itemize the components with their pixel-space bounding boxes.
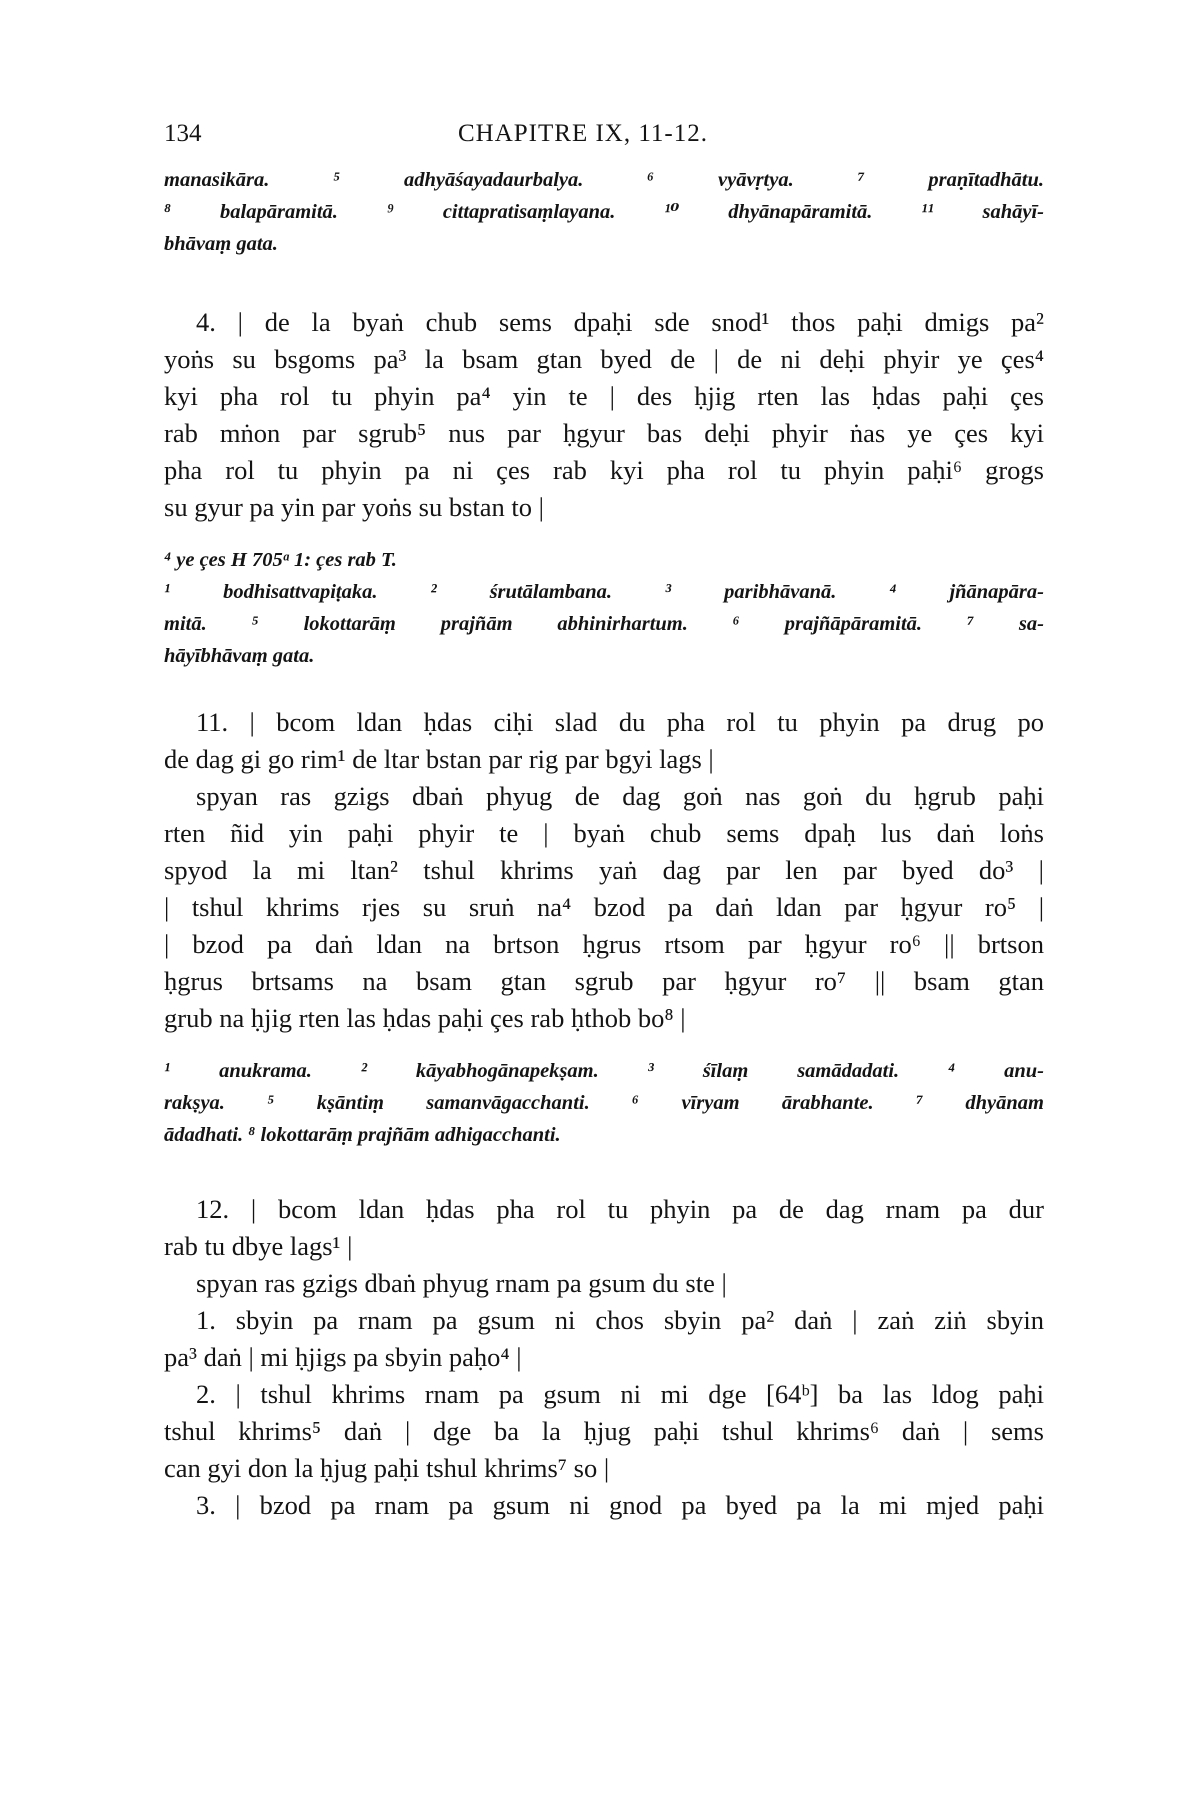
text-line: rab mṅon par sgrub⁵ nus par ḥgyur bas deḥi phyir ṅas ye çes kyi <box>164 418 1044 448</box>
text-line: 4. | de la byaṅ chub sems dpaḥi sde snod¹ thos paḥi dmigs pa² <box>196 307 1044 337</box>
footnote-line: mitā. ⁵ lokottarāṃ prajñām abhinirhartum. ⁶ prajñāpāramitā. ⁷ sa- <box>164 613 1044 635</box>
footnote-line: ādadhati. ⁸ lokottarāṃ prajñām adhigacchanti. <box>164 1124 561 1146</box>
footnote-line: ¹ bodhisattvapiṭaka. ² śrutālambana. ³ paribhāvanā. ⁴ jñānapāra- <box>164 581 1044 603</box>
text-line: tshul khrims⁵ daṅ | dge ba la ḥjug paḥi tshul khrims⁶ daṅ | sems <box>164 1416 1044 1446</box>
text-line: 11. | bcom ldan ḥdas ciḥi slad du pha rol tu phyin pa drug po <box>196 707 1044 737</box>
text-line: pa³ daṅ | mi ḥjigs pa sbyin paḥo⁴ | <box>164 1342 522 1372</box>
text-line: can gyi don la ḥjug paḥi tshul khrims⁷ so | <box>164 1453 610 1483</box>
text-line: spyod la mi ltan² tshul khrims yaṅ dag par len par byed do³ | <box>164 855 1044 885</box>
footnote-line: bhāvaṃ gata. <box>164 233 278 255</box>
footnote-line: ⁸ balapāramitā. ⁹ cittapratisaṃlayana. ¹⁰ dhyānapāramitā. ¹¹ sahāyī- <box>164 201 1044 223</box>
footnote-line: manasikāra. ⁵ adhyāśayadaurbalya. ⁶ vyāvṛtya. ⁷ praṇītadhātu. <box>164 169 1044 191</box>
text-line: rab tu dbye lags¹ | <box>164 1231 353 1261</box>
section-11-text <box>164 704 1044 1037</box>
section-4-footnotes <box>164 544 1044 672</box>
text-line: kyi pha rol tu phyin pa⁴ yin te | des ḥjig rten las ḥdas paḥi çes <box>164 381 1044 411</box>
text-line: 3. | bzod pa rnam pa gsum ni gnod pa byed pa la mi mjed paḥi <box>196 1490 1044 1520</box>
footnote-line: rakṣya. ⁵ kṣāntiṃ samanvāgacchanti. ⁶ vīryam ārabhante. ⁷ dhyānam <box>164 1092 1044 1114</box>
book-page <box>164 110 1044 1524</box>
text-line: | bzod pa daṅ ldan na brtson ḥgrus rtsom par ḥgyur ro⁶ || brtson <box>164 929 1044 959</box>
running-title: CHAPITRE IX, 11-12. <box>458 120 709 147</box>
page-number: 134 <box>164 120 202 147</box>
text-line: ḥgrus brtsams na bsam gtan sgrub par ḥgyur ro⁷ || bsam gtan <box>164 966 1044 996</box>
top-footnotes <box>164 164 1044 260</box>
footnote-line: hāyībhāvaṃ gata. <box>164 645 315 667</box>
text-line: spyan ras gzigs dbaṅ phyug de dag goṅ nas goṅ du ḥgrub paḥi <box>196 781 1044 811</box>
section-11-footnotes <box>164 1055 1044 1151</box>
page-header <box>164 110 1044 150</box>
text-line: pha rol tu phyin pa ni çes rab kyi pha rol tu phyin paḥi⁶ grogs <box>164 455 1044 485</box>
text-line: 1. sbyin pa rnam pa gsum ni chos sbyin pa² daṅ | zaṅ ziṅ sbyin <box>196 1305 1044 1335</box>
text-line: yoṅs su bsgoms pa³ la bsam gtan byed de | de ni deḥi phyir ye çes⁴ <box>164 344 1044 374</box>
footnote-line: ⁴ ye çes H 705ᵃ 1: çes rab T. <box>164 549 397 571</box>
text-line: | tshul khrims rjes su sruṅ na⁴ bzod pa daṅ ldan par ḥgyur ro⁵ | <box>164 892 1044 922</box>
text-line: grub na ḥjig rten las ḥdas paḥi çes rab ḥthob bo⁸ | <box>164 1003 686 1033</box>
footnote-line: ¹ anukrama. ² kāyabhogānapekṣam. ³ śīlaṃ samādadati. ⁴ anu- <box>164 1060 1044 1082</box>
text-line: de dag gi go rim¹ de ltar bstan par rig par bgyi lags | <box>164 744 714 774</box>
text-line: su gyur pa yin par yoṅs su bstan to | <box>164 492 544 522</box>
text-line: rten ñid yin paḥi phyir te | byaṅ chub sems dpaḥ lus daṅ loṅs <box>164 818 1044 848</box>
section-12-text <box>164 1191 1044 1524</box>
text-line: 2. | tshul khrims rnam pa gsum ni mi dge [64ᵇ] ba las ldog paḥi <box>196 1379 1044 1409</box>
section-4-text <box>164 304 1044 526</box>
text-line: spyan ras gzigs dbaṅ phyug rnam pa gsum du ste | <box>196 1268 727 1298</box>
text-line: 12. | bcom ldan ḥdas pha rol tu phyin pa de dag rnam pa dur <box>196 1194 1044 1224</box>
